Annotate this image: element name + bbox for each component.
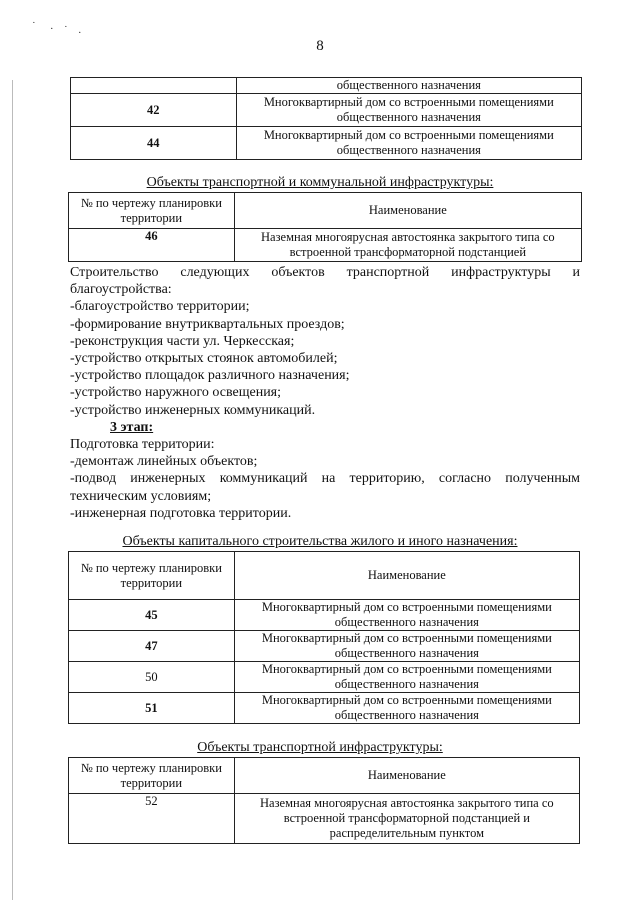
caption-transport: Объекты транспортной инфраструктуры: (197, 740, 443, 755)
cell-name: Наземная многоярусная автостоянка закрытого типа со встроенной трансформаторной подстанцией и распределительным пунктом (234, 794, 579, 844)
page-edge-line (12, 80, 13, 900)
list-item: -устройство открытых стоянок автомобилей; (70, 351, 338, 367)
list-item: -устройство площадок различного назначения; (70, 368, 350, 384)
list-item: -демонтаж линейных объектов; (70, 454, 258, 470)
cell-num (71, 78, 237, 94)
table-row (69, 662, 580, 693)
cell-num: 50 (69, 662, 235, 693)
table-row (69, 794, 580, 844)
paragraph: Строительство следующих объектов транспортной инфраструктуры и (70, 265, 580, 280)
paragraph: благоустройства: (70, 282, 172, 298)
cell-num: 46 (69, 229, 235, 262)
cell-num: 52 (69, 794, 235, 844)
paragraph: Подготовка территории: (70, 437, 215, 453)
table-capital (68, 551, 580, 724)
cell-name: Наземная многоярусная автостоянка закрытого типа со встроенной трансформаторной подстанцией (234, 229, 581, 262)
header-name: Наименование (234, 758, 579, 794)
scan-speck: ˙ . (64, 24, 86, 36)
table-row (69, 229, 582, 262)
list-item: -подвод инженерных коммуникаций на территорию, согласно полученным (70, 471, 580, 487)
list-item: -формирование внутриквартальных проездов; (70, 316, 345, 332)
header-num: № по чертежу планировки территории (69, 193, 235, 229)
table-row (71, 94, 582, 127)
page-number: 8 (316, 38, 324, 54)
cell-name: Многоквартирный дом со встроенными помещениями общественного назначения (234, 600, 579, 631)
table-header-row (69, 758, 580, 794)
stage-text (70, 264, 580, 522)
table-row (69, 693, 580, 724)
caption-transport-communal: Объекты транспортной и коммунальной инфраструктуры: (146, 175, 494, 190)
list-item: -устройство инженерных коммуникаций. (70, 402, 316, 418)
table-row (71, 127, 582, 160)
table-row (69, 600, 580, 631)
header-name: Наименование (234, 552, 579, 600)
cell-name: Многоквартирный дом со встроенными помещениями общественного назначения (236, 94, 581, 127)
cell-name: Многоквартирный дом со встроенными помещениями общественного назначения (234, 693, 579, 724)
caption-capital: Объекты капитального строительства жилого и иного назначения: (122, 534, 518, 549)
table-row (71, 78, 582, 94)
list-item: -устройство наружного освещения; (70, 385, 282, 401)
header-num: № по чертежу планировки территории (69, 552, 235, 600)
table-continued (70, 77, 582, 160)
list-item: -инженерная подготовка территории. (70, 505, 292, 521)
list-item: -благоустройство территории; (70, 299, 250, 315)
cell-name: Многоквартирный дом со встроенными помещениями общественного назначения (234, 631, 579, 662)
stage-heading: 3 этап: (110, 419, 154, 435)
cell-name: Многоквартирный дом со встроенными помещениями общественного назначения (234, 662, 579, 693)
cell-num: 51 (69, 693, 235, 724)
list-item: техническим условиям; (70, 488, 212, 504)
header-num: № по чертежу планировки территории (69, 758, 235, 794)
list-item: -реконструкция части ул. Черкесская; (70, 333, 295, 349)
scan-speck: ˙ . (32, 20, 60, 32)
table-transport (68, 757, 580, 844)
table-transport-communal (68, 192, 582, 262)
cell-num: 42 (71, 94, 237, 127)
table-row (69, 631, 580, 662)
table-header-row (69, 552, 580, 600)
header-name: Наименование (234, 193, 581, 229)
cell-num: 45 (69, 600, 235, 631)
cell-num: 47 (69, 631, 235, 662)
cell-num: 44 (71, 127, 237, 160)
cell-name: Многоквартирный дом со встроенными помещениями общественного назначения (236, 127, 581, 160)
cell-name: общественного назначения (236, 78, 581, 94)
table-header-row (69, 193, 582, 229)
